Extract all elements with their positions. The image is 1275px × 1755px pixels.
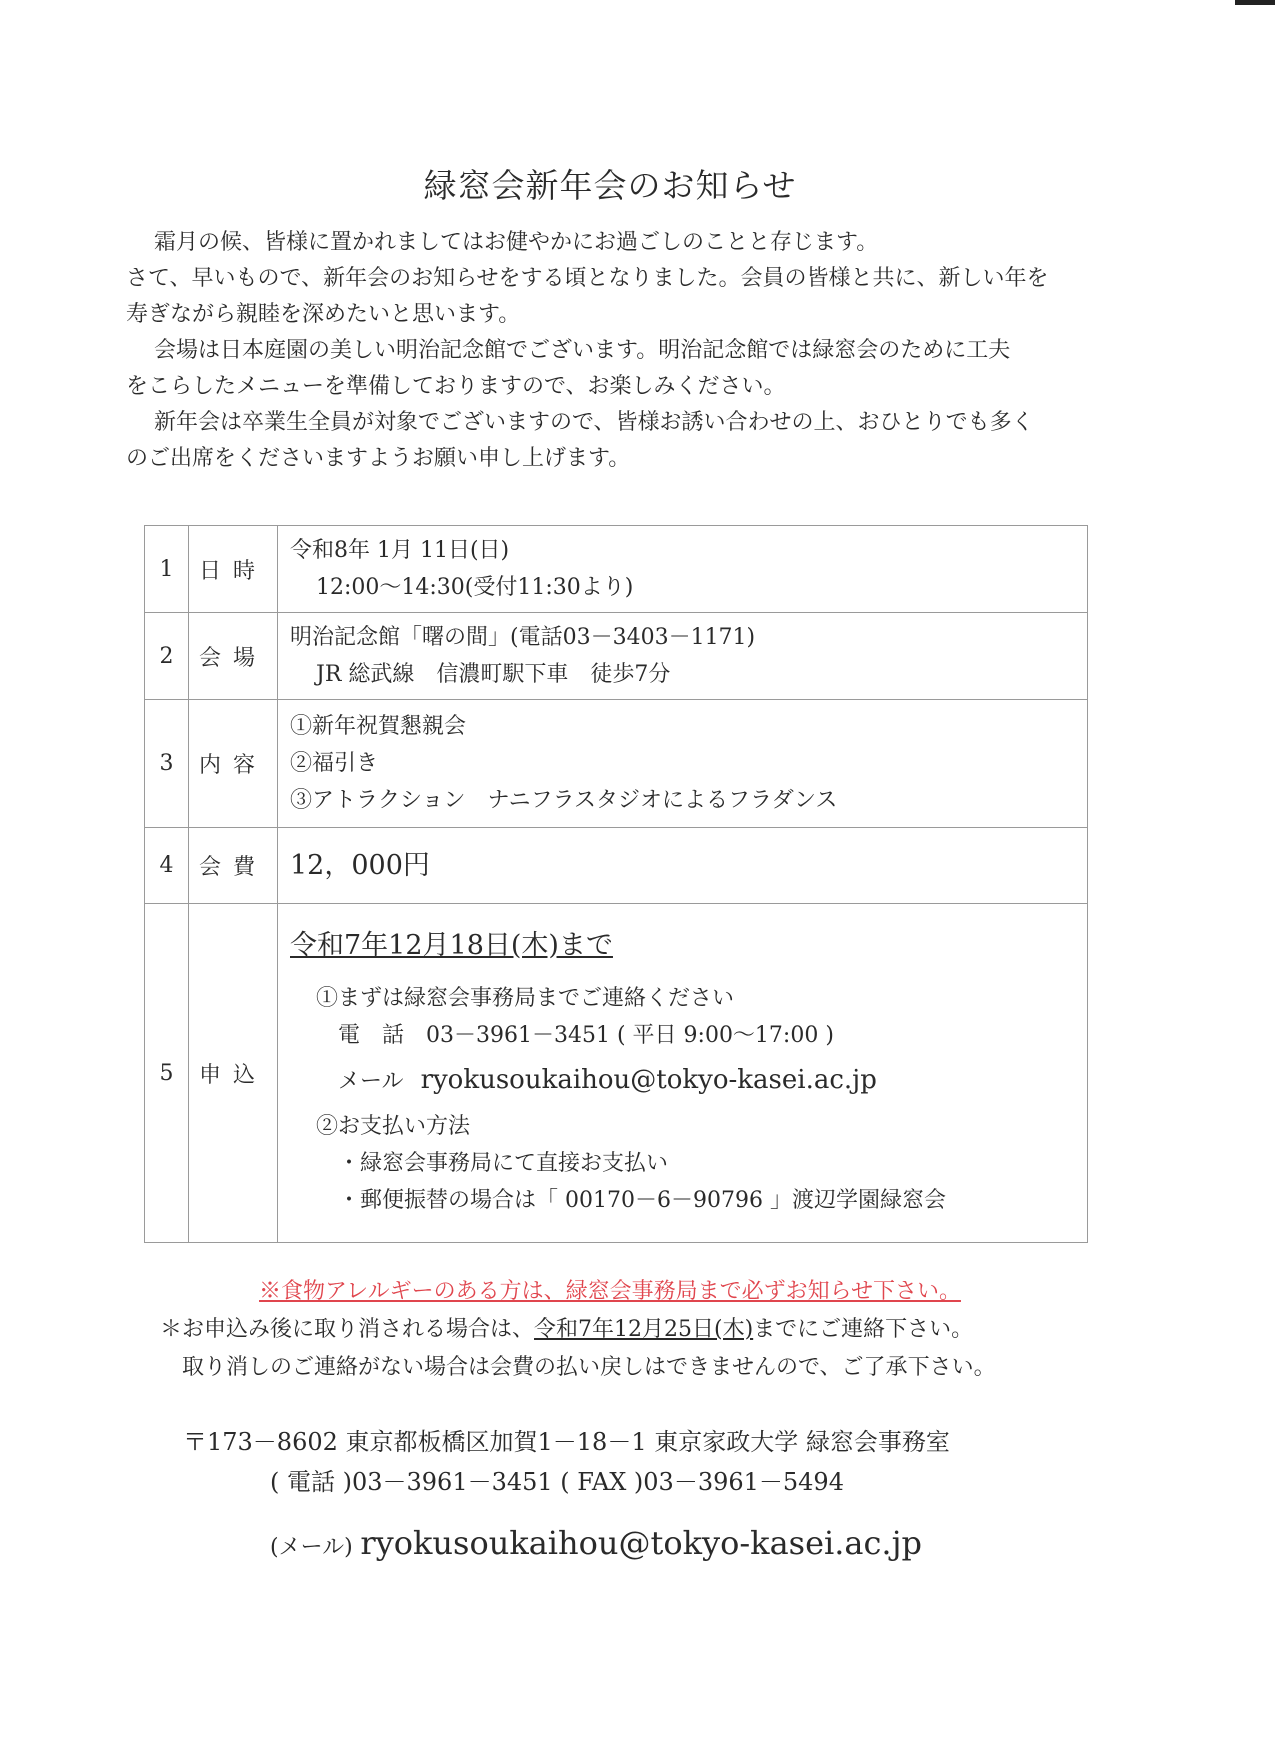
fee-amount: 12，000円 <box>290 850 430 881</box>
intro-line: さて、早いもので、新年会のお知らせをする頃となりました。会員の皆様と共に、新しい年を <box>126 266 1049 291</box>
document-title: 緑窓会新年会のお知らせ <box>423 166 797 205</box>
contact-email-line <box>290 1062 1075 1100</box>
allergy-notice: ※食物アレルギーのある方は、緑窓会事務局まで必ずお知らせ下さい。 <box>259 1279 961 1304</box>
contact-phone: 電 話 03－3961－3451 ( 平日 9:00～17:00 ) <box>338 1023 834 1048</box>
application-deadline: 令和7年12月18日(木)まで <box>290 930 613 961</box>
office-email-line <box>0 1524 1275 1562</box>
contact-footer <box>0 1422 1275 1562</box>
payment-option: ・郵便振替の場合は「 00170－6－90796 」渡辺学園緑窓会 <box>338 1188 946 1213</box>
row-value <box>278 613 1088 700</box>
row-datetime <box>145 526 1088 613</box>
row-number: 4 <box>145 828 189 904</box>
intro-line: 霜月の候、皆様に置かれましてはお健やかにお過ごしのことと存じます。 <box>154 230 879 255</box>
cancel-suffix: までにご連絡下さい。 <box>753 1317 974 1342</box>
intro-line: 新年会は卒業生全員が対象でございますので、皆様お誘い合わせの上、おひとりでも多く <box>154 410 1034 435</box>
program-item: ③アトラクション ナニフラスタジオによるフラダンス <box>290 788 838 813</box>
event-info-table <box>144 525 1088 1243</box>
row-content <box>145 700 1088 828</box>
refund-notice: 取り消しのご連絡がない場合は会費の払い戻しはできませんので、ご了承下さい。 <box>182 1355 996 1380</box>
intro-line: 会場は日本庭園の美しい明治記念館でございます。明治記念館では緑窓会のために工夫 <box>154 338 1011 363</box>
row-fee <box>145 828 1088 904</box>
cancel-prefix: ＊お申込み後に取り消される場合は、 <box>160 1317 535 1342</box>
row-number: 1 <box>145 526 189 613</box>
notes-section <box>0 1273 1275 1387</box>
office-address: 〒173－8602 東京都板橋区加賀1－18－1 東京家政大学 緑窓会事務室 <box>183 1428 950 1456</box>
intro-line: のご出席をくださいますようお願い申し上げます。 <box>126 446 631 471</box>
row-label: 内容 <box>189 700 278 828</box>
row-number: 2 <box>145 613 189 700</box>
contact-email[interactable]: ryokusoukaihou@tokyo-kasei.ac.jp <box>420 1065 877 1095</box>
row-number: 5 <box>145 904 189 1243</box>
program-item: ②福引き <box>290 751 379 776</box>
row-label: 会費 <box>189 828 278 904</box>
email-label: メール <box>338 1069 404 1094</box>
program-item: ①新年祝賀懇親会 <box>290 714 467 739</box>
row-value <box>278 700 1088 828</box>
intro-line: 寿ぎながら親睦を深めたいと思います。 <box>126 302 521 327</box>
intro-line: をこらしたメニューを準備しておりますので、お楽しみください。 <box>126 374 786 399</box>
row-value <box>278 526 1088 613</box>
footer-email-label: (メール) <box>270 1535 353 1560</box>
row-venue <box>145 613 1088 700</box>
event-date: 令和8年 1月 11日(日) <box>290 538 510 563</box>
venue-name: 明治記念館「曙の間」(電話03－3403－1171) <box>290 625 756 650</box>
contact-instruction: ①まずは緑窓会事務局までご連絡ください <box>316 986 735 1011</box>
row-value <box>278 904 1088 1243</box>
row-label: 申込 <box>189 904 278 1243</box>
cancel-deadline: 令和7年12月25日(木) <box>534 1317 754 1342</box>
row-application <box>145 904 1088 1243</box>
footer-email[interactable]: ryokusoukaihou@tokyo-kasei.ac.jp <box>360 1524 922 1562</box>
office-phone-fax: ( 電話 )03－3961－3451 ( FAX )03－3961－5494 <box>270 1468 844 1496</box>
row-value <box>278 828 1088 904</box>
row-label: 会場 <box>189 613 278 700</box>
payment-heading: ②お支払い方法 <box>316 1114 471 1139</box>
intro-text <box>126 225 1106 477</box>
venue-access: JR 総武線 信濃町駅下車 徒歩7分 <box>316 662 671 687</box>
row-number: 3 <box>145 700 189 828</box>
cancel-notice <box>0 1311 1275 1349</box>
payment-option: ・緑窓会事務局にて直接お支払い <box>338 1151 669 1176</box>
event-time: 12:00～14:30(受付11:30より) <box>316 575 634 600</box>
row-label: 日時 <box>189 526 278 613</box>
scan-edge-mark <box>1235 0 1275 5</box>
